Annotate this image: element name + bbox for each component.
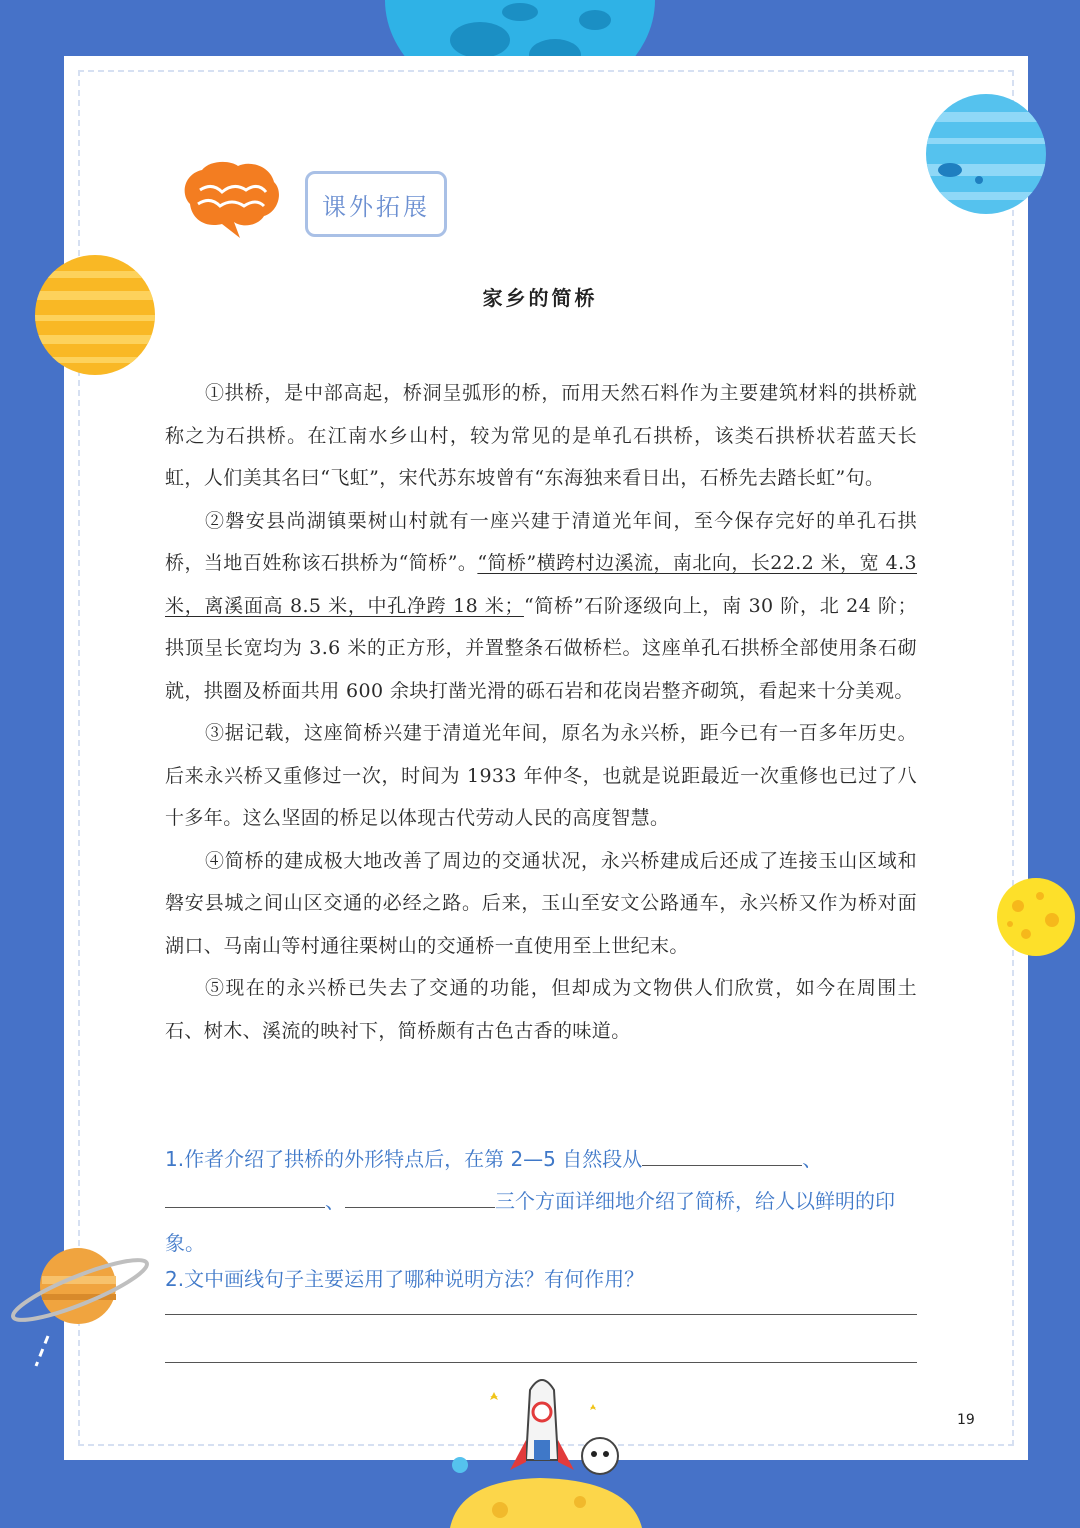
- underlined-sentence: “简桥”横跨村边溪流，南北向，长22.2 米，宽 4.3 米，离溪面高 8.5 米，中孔净跨 18 米；: [165, 552, 918, 617]
- blue-planet-icon: [924, 92, 1050, 216]
- question-1-end: 三个方面详细地介绍了简桥，给人以鲜明的印象。: [165, 1189, 895, 1255]
- answer-blank-1[interactable]: [642, 1143, 802, 1166]
- saturn-icon: [8, 1240, 158, 1370]
- paragraph-2: [165, 500, 917, 713]
- article-body: [165, 372, 917, 1052]
- question-2: 2.文中画线句子主要运用了哪种说明方法？有何作用？: [165, 1267, 645, 1291]
- yellow-planet-icon: [996, 876, 1076, 958]
- article-title: 家乡的简桥: [482, 286, 598, 310]
- paragraph-2-part-a: ②磐安县尚湖镇栗树山村就有一座兴建于清道光年间，至今保存完好的单孔石拱桥，当地百姓称该石拱桥为“简桥”。: [165, 509, 917, 574]
- answer-blank-2[interactable]: [165, 1185, 325, 1208]
- paragraph-3: ③据记载，这座简桥兴建于清道光年间，原名为永兴桥，距今已有一百多年历史。后来永兴桥又重修过一次，时间为 1933 年仲冬，也就是说距最近一次重修也已过了八十多年。这么坚固的桥足以体现古代劳动人民的高度智慧。: [165, 722, 917, 829]
- paragraph-5: ⑤现在的永兴桥已失去了交通的功能，但却成为文物供人们欣赏，如今在周围土石、树木、溪流的映衬下，简桥颇有古色古香的味道。: [165, 977, 917, 1042]
- question-1-start: 1.作者介绍了拱桥的外形特点后，在第 2—5 自然段从: [165, 1147, 643, 1171]
- orange-planet-icon: [33, 253, 157, 377]
- question-1-sep-2: 、: [325, 1189, 345, 1213]
- question-1: [165, 1138, 917, 1264]
- paragraph-1: ①拱桥，是中部高起，桥洞呈弧形的桥，而用天然石料作为主要建筑材料的拱桥就称之为石拱桥。在江南水乡山村，较为常见的是单孔石拱桥，该类石拱桥状若蓝天长虹，人们美其名曰“飞虹”，宋代苏东坡曾有“东海独来看日出，石桥先去踏长虹”句。: [165, 382, 917, 489]
- paragraph-4: ④简桥的建成极大地改善了周边的交通状况，永兴桥建成后还成了连接玉山区域和磐安县城之间山区交通的必经之路。后来，玉山至安文公路通车，永兴桥又作为桥对面湖口、马南山等村通往栗树山的交通桥一直使用至上世纪末。: [165, 849, 917, 957]
- answer-line-1[interactable]: [165, 1314, 917, 1315]
- brain-icon: [178, 160, 282, 240]
- rocket-illustration: [430, 1370, 660, 1528]
- answer-line-2[interactable]: [165, 1362, 917, 1363]
- paragraph-2-part-b: “简桥”石阶逐级向上，南 30 阶，北 24 阶；拱顶呈长宽均为 3.6 米的正方形，并置整条石做桥栏。这座单孔石拱桥全部使用条石砌就，拱圈及桥面共用 600 余块打凿光滑的砾石岩和花岗岩整齐砌筑，看起来十分美观。: [165, 594, 917, 702]
- question-1-sep-1: 、: [802, 1147, 823, 1171]
- page-number: 19: [957, 1412, 975, 1428]
- answer-blank-3[interactable]: [345, 1185, 495, 1208]
- section-tag: 课外拓展: [305, 171, 447, 237]
